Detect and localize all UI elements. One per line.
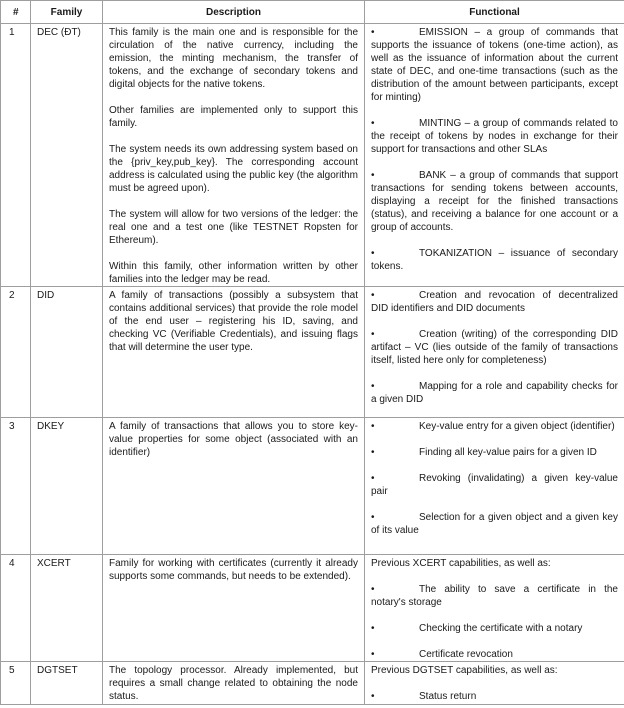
functional-cell — [365, 555, 624, 662]
functional-item-text: Checking the certificate with a notary — [419, 623, 583, 634]
description-paragraph: The system needs its own addressing system based on the {priv_key,pub_key}. The corresponding account address is calculated using the public key (the algorithm must be agreed upon). — [109, 144, 358, 194]
functional-item — [371, 289, 618, 315]
bullet-icon: • — [371, 447, 375, 458]
table-row — [1, 287, 624, 418]
bullet-icon: • — [371, 512, 375, 523]
bullet-icon: • — [371, 170, 375, 181]
functional-intro: Previous DGTSET capabilities, as well as: — [371, 665, 558, 676]
functional-item-text: MINTING – a group of commands related to the receipt of tokens by nodes in exchange for their support for transactions and other SLAs — [371, 118, 618, 155]
functional-item-text: BANK – a group of commands that support transactions for sending tokens between accounts, displaying a receipt for the finished transactions (status), and receiving a balance for one account or a group of accounts. — [371, 170, 618, 233]
functional-item — [371, 622, 618, 635]
header-num: # — [1, 1, 31, 24]
description-paragraph: Other families are implemented only to support this family. — [109, 105, 358, 129]
functional-item-text: Finding all key-value pairs for a given ID — [419, 447, 597, 458]
description-cell — [103, 662, 365, 705]
functional-item — [371, 26, 618, 104]
header-description: Description — [103, 1, 365, 24]
functional-item — [371, 420, 618, 433]
bullet-icon: • — [371, 623, 375, 634]
table-row — [1, 555, 624, 662]
functional-item — [371, 446, 618, 459]
functional-cell — [365, 287, 624, 418]
bullet-icon: • — [371, 329, 375, 340]
bullet-icon: • — [371, 248, 375, 259]
bullet-icon: • — [371, 584, 375, 595]
family-name: XCERT — [31, 555, 103, 662]
row-number: 1 — [1, 24, 31, 287]
bullet-icon: • — [371, 473, 375, 484]
functional-intro: Previous XCERT capabilities, as well as: — [371, 558, 551, 569]
functional-item-text: Revoking (invalidating) a given key-value pair — [371, 473, 618, 497]
functional-item-text: EMISSION – a group of commands that supports the issuance of tokens (one-time action), as well as the issuance of information about the current state of DEC, and one-time transactions (such as the distribution of the amount between participants, except for minting) — [371, 27, 618, 103]
bullet-icon: • — [371, 691, 375, 702]
functional-item — [371, 583, 618, 609]
functional-item — [371, 380, 618, 406]
functional-item-text: TOKANIZATION – issuance of secondary tokens. — [371, 248, 618, 272]
description-paragraph: The system will allow for two versions of the ledger: the real one and a test one (like TESTNET Ropsten for Ethereum). — [109, 209, 358, 246]
bullet-icon: • — [371, 421, 375, 432]
header-family: Family — [31, 1, 103, 24]
functional-item — [371, 169, 618, 234]
description-cell — [103, 287, 365, 418]
description-paragraph: Family for working with certificates (currently it already supports some commands, but needs to be extended). — [109, 558, 358, 582]
functional-item — [371, 472, 618, 498]
functional-item-text: Mapping for a role and capability checks for a given DID — [371, 381, 618, 405]
family-name: DKEY — [31, 418, 103, 555]
description-cell — [103, 24, 365, 287]
functional-item-text: Creation (writing) of the corresponding DID artifact – VC (lies outside of the family of transactions itself, listed here only for completeness) — [371, 329, 618, 366]
row-number: 4 — [1, 555, 31, 662]
table-row — [1, 418, 624, 555]
functional-item — [371, 328, 618, 367]
description-cell — [103, 418, 365, 555]
description-cell — [103, 555, 365, 662]
functional-item-text: Status return — [419, 691, 477, 702]
functional-cell — [365, 662, 624, 705]
table-row — [1, 662, 624, 705]
row-number: 2 — [1, 287, 31, 418]
family-name: DGTSET — [31, 662, 103, 705]
functional-item — [371, 117, 618, 156]
bullet-icon: • — [371, 381, 375, 392]
description-paragraph: Within this family, other information written by other families into the ledger may be read. — [109, 261, 358, 285]
functional-item — [371, 648, 618, 661]
bullet-icon: • — [371, 290, 375, 301]
bullet-icon: • — [371, 118, 375, 129]
table-row — [1, 24, 624, 287]
description-paragraph: A family of transactions (possibly a subsystem that contains additional services) that provide the role model of the end user – registering his ID, saving, and checking VC (Verifiable Credentials), and issuing flags that will determine the user type. — [109, 290, 358, 353]
functional-item-text: Selection for a given object and a given key of its value — [371, 512, 618, 536]
functional-item — [371, 511, 618, 537]
description-paragraph: The topology processor. Already implemented, but requires a small change related to obtaining the node status. — [109, 665, 358, 702]
row-number: 5 — [1, 662, 31, 705]
header-functional: Functional — [365, 1, 624, 24]
description-paragraph: A family of transactions that allows you to store key-value properties for some object (associated with an identifier) — [109, 421, 358, 458]
functional-item-text: Certificate revocation — [419, 649, 513, 660]
header-row — [1, 1, 624, 24]
functional-item-text: The ability to save a certificate in the notary's storage — [371, 584, 618, 608]
bullet-icon: • — [371, 649, 375, 660]
functional-item — [371, 690, 618, 703]
functional-item-text: Key-value entry for a given object (identifier) — [419, 421, 615, 432]
description-paragraph: This family is the main one and is responsible for the circulation of the native currency, including the emission, the minting mechanism, the transfer of tokens, and the exchange of secondary tokens and digital objects for the native tokens. — [109, 27, 358, 90]
functional-item — [371, 247, 618, 273]
bullet-icon: • — [371, 27, 375, 38]
row-number: 3 — [1, 418, 31, 555]
functional-cell — [365, 24, 624, 287]
family-name: DID — [31, 287, 103, 418]
functional-cell — [365, 418, 624, 555]
family-name: DEC (ÐT) — [31, 24, 103, 287]
functional-item-text: Creation and revocation of decentralized DID identifiers and DID documents — [371, 290, 618, 314]
